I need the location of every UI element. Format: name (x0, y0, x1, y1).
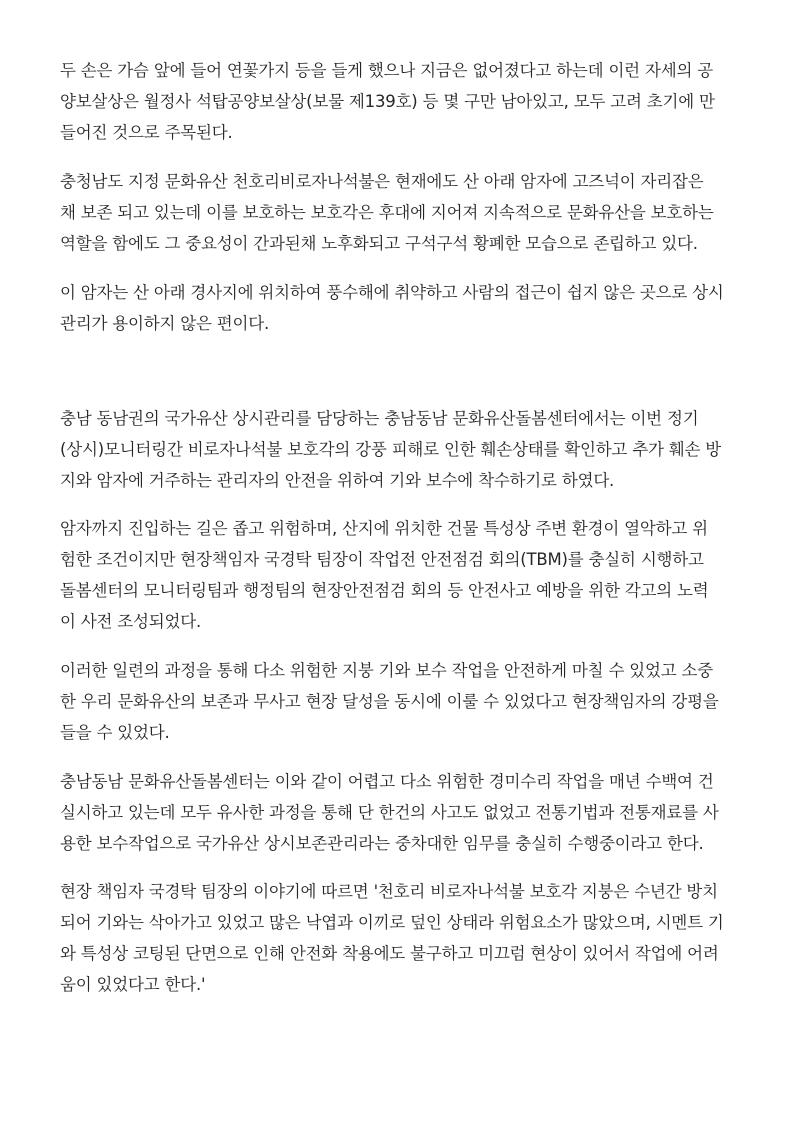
paragraph-line: 충남동남 문화유산돌봄센터는 이와 같이 어렵고 다소 위험한 경미수리 작업을 매년 수백여 건 (60, 772, 714, 791)
paragraph-line: 두 손은 가슴 앞에 들어 연꽃가지 등을 들게 했으나 지금은 없어졌다고 하는데 이런 자세의 공 (60, 61, 713, 80)
paragraph-line: 실시하고 있는데 모두 유사한 과정을 통해 단 한건의 사고도 없었고 전통기법과 전통재료를 사 (60, 803, 719, 822)
paragraph-line: 채 보존 되고 있는데 이를 보호하는 보호각은 후대에 지어져 지속적으로 문화유산을 보호하는 (60, 203, 714, 222)
paragraph-line: 험한 조건이지만 현장책임자 국경탁 팀장이 작업전 안전점검 회의(TBM)를 충실히 시행하고 (60, 550, 704, 569)
paragraph-line: 이러한 일련의 과정을 통해 다소 위험한 지붕 기와 보수 작업을 안전하게 마칠 수 있었고 소중 (60, 661, 713, 680)
paragraph-line: 역할을 함에도 그 중요성이 간과된채 노후화되고 구석구석 황폐한 모습으로 존립하고 있다. (60, 234, 698, 253)
paragraph-line: 이 암자는 산 아래 경사지에 위치하여 풍수해에 취약하고 사람의 접근이 쉽지 않은 곳으로 상시 (60, 283, 724, 302)
paragraph-work-completion (60, 655, 736, 748)
paragraph-bodhisattva-pose (60, 55, 736, 148)
paragraph-line: 와 특성상 코팅된 단면으로 인해 안전화 착용에도 불구하고 미끄럼 현상이 있어서 작업에 어려 (60, 944, 719, 963)
paragraph-protective-pavilion (60, 166, 736, 259)
paragraph-line: 지와 암자에 거주하는 관리자의 안전을 위하여 기와 보수에 착수하기로 하였다. (60, 471, 615, 490)
paragraph-line: 용한 보수작업으로 국가유산 상시보존관리라는 중차대한 임무를 충실히 수행중이라고 한다. (60, 834, 704, 853)
paragraph-line: 들어진 것으로 주목된다. (60, 123, 233, 142)
paragraph-team-leader-quote (60, 876, 736, 1000)
paragraph-line: 이 사전 조성되었다. (60, 612, 202, 631)
paragraph-line: 충청남도 지정 문화유산 천호리비로자나석불은 현재에도 산 아래 암자에 고즈넉이 자리잡은 (60, 172, 704, 191)
paragraph-line: (상시)모니터링간 비로자나석불 보호각의 강풍 피해로 인한 훼손상태를 확인하고 추가 훼손 방 (60, 440, 722, 459)
paragraph-line: 한 우리 문화유산의 보존과 무사고 현장 달성을 동시에 이룰 수 있었다고 현장책임자의 강평을 (60, 692, 719, 711)
paragraph-care-center-monitoring (60, 403, 736, 496)
paragraph-line: 충남 동남권의 국가유산 상시관리를 담당하는 충남동남 문화유산돌봄센터에서는 이번 정기 (60, 409, 699, 428)
paragraph-safety-measures (60, 513, 736, 637)
paragraph-line: 움이 있었다고 한다.' (60, 975, 206, 994)
paragraph-line: 관리가 용이하지 않은 편이다. (60, 314, 270, 333)
paragraph-annual-repairs (60, 766, 736, 859)
paragraph-line: 되어 기와는 삭아가고 있었고 많은 낙엽과 이끼로 덮인 상태라 위험요소가 많았으며, 시멘트 기 (60, 913, 724, 932)
paragraph-line: 돌봄센터의 모니터링팀과 행정팀의 현장안전점검 회의 등 안전사고 예방을 위한 각고의 노력 (60, 581, 709, 600)
paragraph-line: 들을 수 있었다. (60, 723, 170, 742)
paragraph-line: 암자까지 진입하는 길은 좁고 위험하며, 산지에 위치한 건물 특성상 주변 환경이 열악하고 위 (60, 519, 708, 538)
paragraph-line: 양보살상은 월정사 석탑공양보살상(보물 제139호) 등 몇 구만 남아있고, 모두 고려 초기에 만 (60, 92, 715, 111)
paragraph-line: 현장 책임자 국경탁 팀장의 이야기에 따르면 '천호리 비로자나석불 보호각 지붕은 수년간 방치 (60, 882, 718, 901)
paragraph-hermitage-location (60, 277, 736, 339)
